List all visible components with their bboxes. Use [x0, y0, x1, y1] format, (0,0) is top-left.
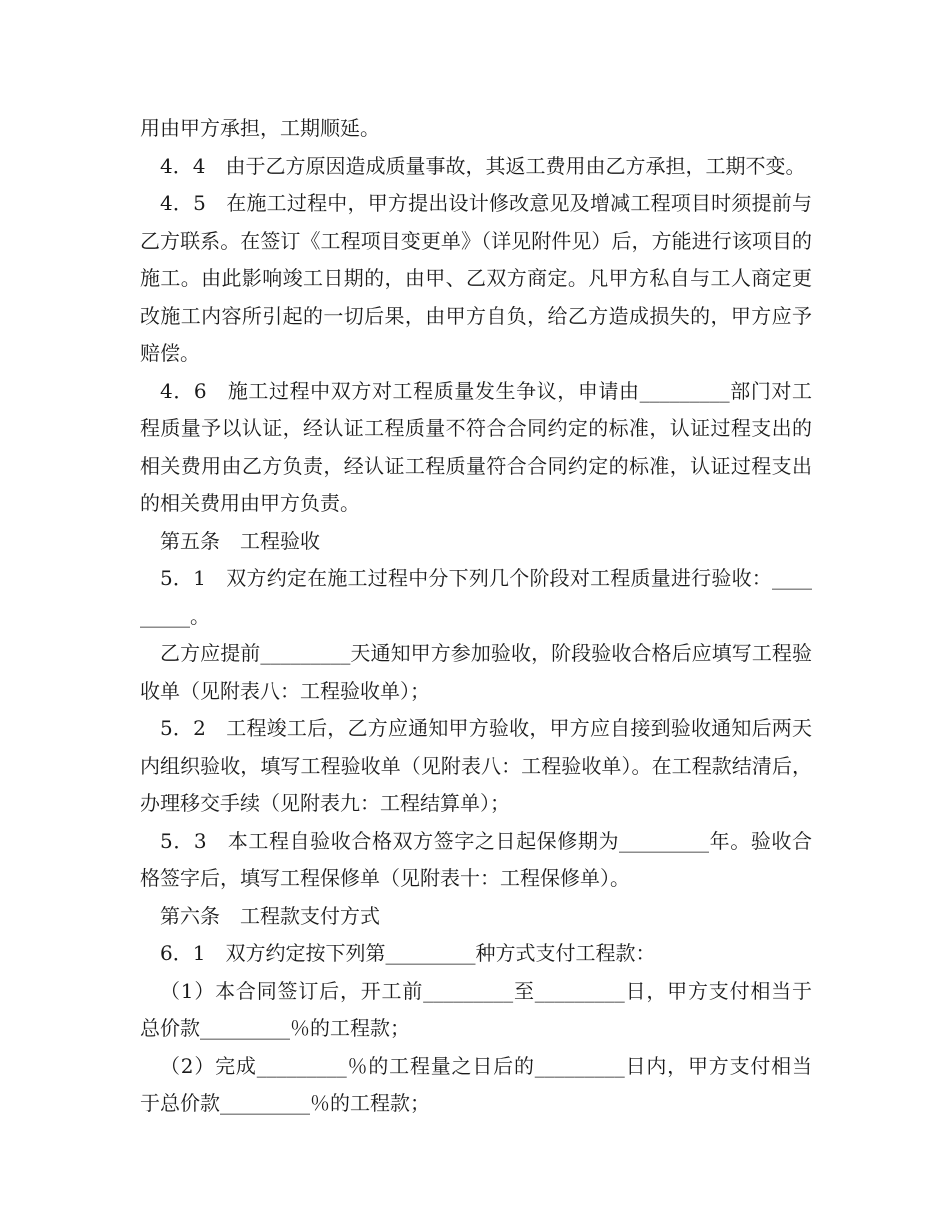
article-6-heading: 第六条 工程款支付方式	[160, 903, 380, 928]
paragraph-5-2: 5．2 工程竣工后，乙方应通知甲方验收，甲方应自接到验收通知后两天内组织验收，填写工程验收单（见附表八：工程验收单）。在工程款结清后，办理移交手续（见附表九：工程结算单）；	[140, 716, 812, 815]
paragraph-5-1: 5．1 双方约定在施工过程中分下列几个阶段对工程质量进行验收：_________。	[140, 566, 812, 628]
paragraph-4-4: 4．4 由于乙方原因造成质量事故，其返工费用由乙方承担，工期不变。	[160, 153, 806, 178]
paragraph-4-5: 4．5 在施工过程中，甲方提出设计修改意见及增减工程项目时须提前与乙方联系。在签订《工程项目变更单》（详见附件见）后，方能进行该项目的施工。由此影响竣工日期的，由甲、乙双方商定。凡甲方私自与工人商定更改施工内容所引起的一切后果，由甲方自负，给乙方造成损失的，甲方应予赔偿。	[140, 191, 812, 365]
paragraph-4-6: 4．6 施工过程中双方对工程质量发生争议，申请由_________部门对工程质量予以认证，经认证工程质量不符合合同约定的标准，认证过程支出的相关费用由乙方负责，经认证工程质量符合合同约定的标准，认证过程支出的相关费用由甲方负责。	[140, 378, 812, 515]
paragraph-5-3: 5．3 本工程自验收合格双方签字之日起保修期为_________年。验收合格签字后，填写工程保修单（见附表十：工程保修单）。	[140, 828, 812, 890]
paragraph-6-1-option-1: （1）本合同签订后，开工前_________至_________日，甲方支付相当于总价款_________％的工程款；	[140, 978, 812, 1040]
paragraph-6-1: 6．1 双方约定按下列第_________种方式支付工程款：	[160, 941, 656, 965]
article-5-heading: 第五条 工程验收	[160, 528, 320, 553]
paragraph-continuation: 用由甲方承担，工期顺延。	[140, 116, 380, 140]
paragraph-6-1-option-2: （2）完成_________％的工程量之日后的_________日内，甲方支付相当于总价款_________％的工程款；	[140, 1053, 812, 1115]
paragraph-5-1-notice: 乙方应提前_________天通知甲方参加验收，阶段验收合格后应填写工程验收单（见附表八：工程验收单）；	[140, 641, 812, 703]
document-page	[140, 110, 812, 1123]
